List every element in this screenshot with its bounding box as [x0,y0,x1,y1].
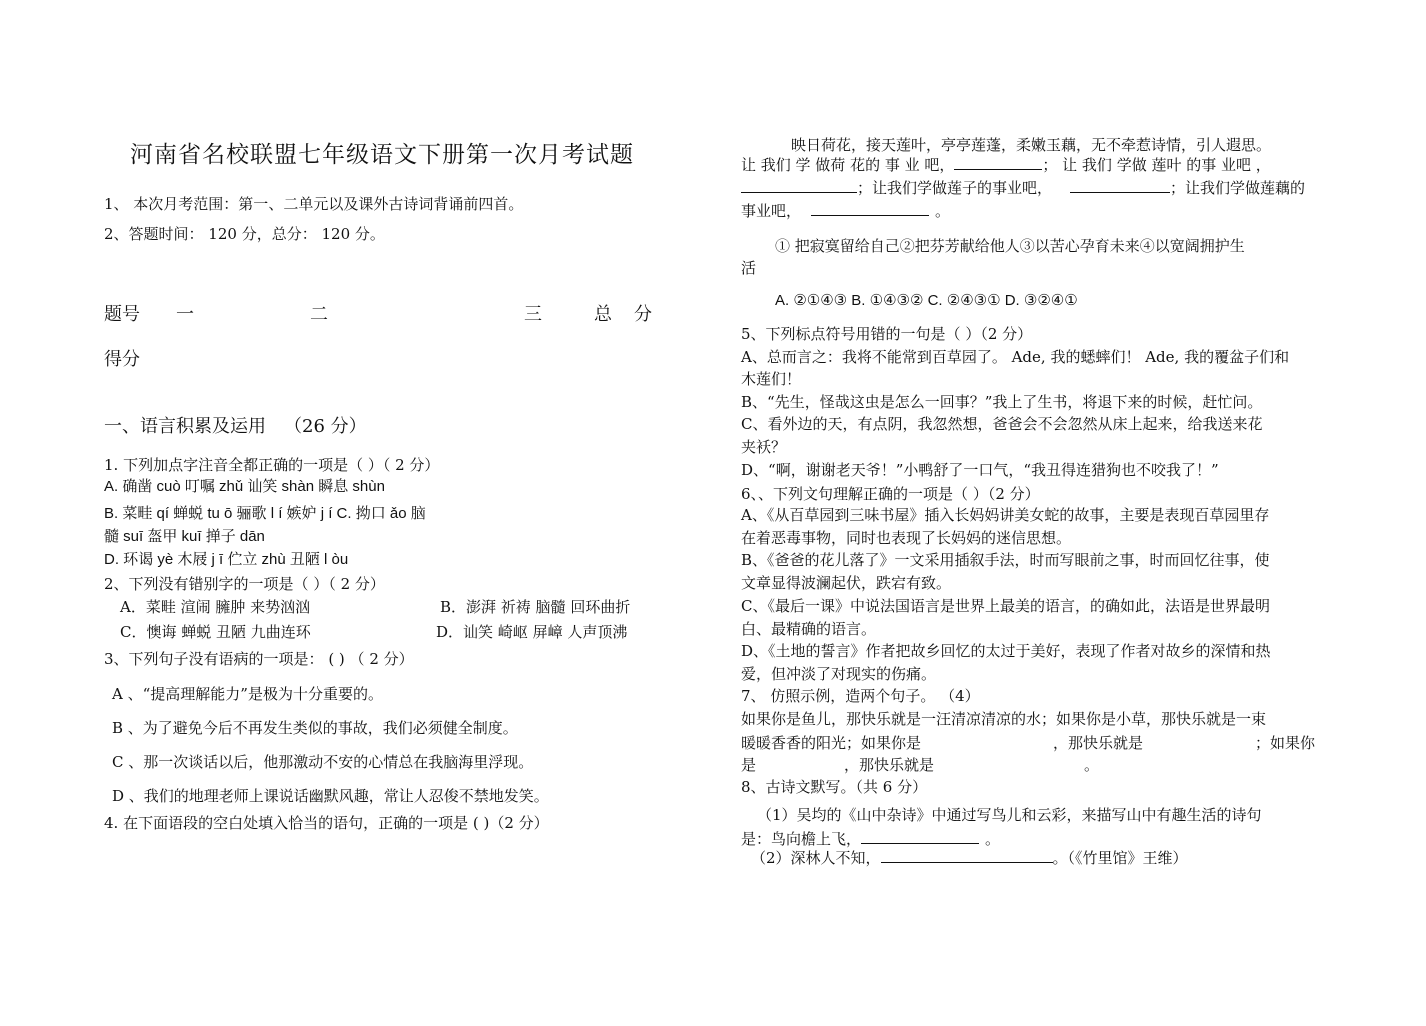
q5-option-c-cont: 夹袄？ [741,438,787,456]
answer-blank[interactable] [811,201,929,216]
score-header-label: 题号 [104,304,140,325]
q1-option-d: D. 环谒 yè 木屐 j ī 伫立 zhù 丑陋 l òu [104,551,349,568]
q3-option-a: A 、“提高理解能力”是极为十分重要的。 [112,685,383,703]
q7-line-3: 是 ，那快乐就是 。 [741,756,1100,774]
q7-stem: 7、 仿照示例，造两个句子。 （4） [741,687,980,705]
q1-option-b: B. 菜畦 qí 蝉蜕 tu ō 骊歌 l í 嫉妒 j í C. 拗口 ǎo 脑 [104,505,426,522]
q7-line-2: 暖暖香香的阳光；如果你是 ，那快乐就是 ；如果你 [741,734,1316,752]
q7-example: 如果你是鱼儿，那快乐就是一汪清凉清凉的水；如果你是小草，那快乐就是一束 [741,710,1267,728]
answer-blank[interactable] [741,178,857,193]
q5-option-c: C、看外边的天，有点阴，我忽然想，爸爸会不会忽然从床上起来，给我送来花 [741,415,1263,433]
q5-option-b: B、“先生，怪哉这虫是怎么一回事？”我上了生书，将退下来的时候，赶忙问。 [741,393,1263,411]
q6-option-a: A、《从百草园到三味书屋》插入长妈妈讲美女蛇的故事，主要是表现百草园里存 [741,506,1270,524]
q4-stem: 4. 在下面语段的空白处填入恰当的语句，正确的一项是 ( )（2 分） [104,814,549,832]
q4-passage-3: ；让我们学做莲子的事业吧， ；让我们学做莲藕的 [741,178,1305,198]
q4-options: A. ②①④③ B. ①④③② C. ②④③① D. ③②④① [775,292,1078,309]
exam-time: 2、答题时间： 120 分，总分： 120 分。 [104,225,385,243]
q8-item-1: （1）吴均的《山中杂诗》中通过写鸟儿和云彩，来描写山中有趣生活的诗句 [757,806,1262,824]
q4-choices: ① 把寂寞留给自己②把芬芳献给他人③以苦心孕育未来④以宽阔拥护生 [775,237,1245,255]
q6-option-b: B、《爸爸的花儿落了》一文采用插叙手法，时而写眼前之事，时而回忆往事，使 [741,551,1270,569]
q5-option-a-cont: 木莲们！ [741,370,802,388]
q6-option-d-cont: 爱，但冲淡了对现实的伤痛。 [741,665,937,683]
q2-option-d: D．讪笑 崎岖 屏嶂 人声顶沸 [436,623,628,641]
q5-option-d: D、“啊，谢谢老天爷！”小鸭舒了一口气，“我丑得连猎狗也不咬我了！” [741,461,1219,479]
q6-option-d: D、《土地的誓言》作者把故乡回忆的太过于美好，表现了作者对故乡的深情和热 [741,642,1271,660]
answer-blank[interactable] [1070,178,1170,193]
q3-stem: 3、下列句子没有语病的一项是： ( ) （ 2 分） [104,650,414,668]
q1-option-a: A. 确凿 cuò 叮嘱 zhǔ 讪笑 shàn 瞬息 shùn [104,478,385,495]
score-header-total-1: 总 [594,304,612,325]
q1-option-b-cont: 髓 suī 盔甲 kuī 掸子 dān [104,528,265,545]
q1-stem: 1. 下列加点字注音全都正确的一项是（ ）（ 2 分） [104,456,440,474]
q2-option-b: B．澎湃 祈祷 脑髓 回环曲折 [440,598,631,616]
answer-blank[interactable] [954,155,1042,170]
score-header-2: 二 [310,304,328,325]
q3-option-d: D 、我们的地理老师上课说话幽默风趣，常让人忍俊不禁地发笑。 [112,787,549,805]
q5-stem: 5、下列标点符号用错的一句是（ ）（2 分） [741,325,1033,343]
q2-stem: 2、下列没有错别字的一项是（ ）（ 2 分） [104,575,385,593]
q8-stem: 8、古诗文默写。（共 6 分） [741,778,928,796]
score-header-3: 三 [524,304,542,325]
q6-option-c: C、《最后一课》中说法国语言是世界上最美的语言，的确如此，法语是世界最明 [741,597,1270,615]
answer-blank[interactable] [881,848,1053,863]
score-header-total-2: 分 [634,304,652,325]
q6-stem: 6、、下列文句理解正确的一项是（ ）（2 分） [741,485,1040,503]
q3-option-b: B 、为了避免今后不再发生类似的事故，我们必须健全制度。 [112,719,518,737]
q2-option-a: A．菜畦 渲闹 臃肿 来势汹汹 [120,598,311,616]
q5-option-a: A、总而言之：我将不能常到百草园了。 Ade, 我的蟋蟀们！ Ade, 我的覆盆子们和 [741,348,1290,366]
exam-scope: 1、 本次月考范围：第一、二单元以及课外古诗词背诵前四首。 [104,195,524,213]
section-heading: 一、语言积累及运用 （26 分） [104,416,367,437]
q6-option-b-cont: 文章显得波澜起伏，跌宕有致。 [741,574,952,592]
q8-item-1-cont: 是：鸟向檐上飞， 。 [741,830,1001,848]
q4-choices-cont: 活 [741,259,757,277]
q4-passage-1: 映日荷花，接天莲叶，亭亭莲蓬，柔嫩玉藕，无不牵惹诗情，引人遐思。 [791,136,1272,154]
q3-option-c: C 、那一次谈话以后，他那激动不安的心情总在我脑海里浮现。 [112,753,534,771]
q2-option-c: C．懊诲 蝉蜕 丑陋 九曲连环 [120,623,311,641]
score-row-label: 得分 [104,349,140,370]
answer-blank[interactable] [861,829,979,844]
q8-item-2: （2）深林人不知， 。（《竹里馆》王维） [751,849,1188,867]
q4-passage-4: 事业吧， 。 [741,202,951,220]
q6-option-c-cont: 白、最精确的语言。 [741,620,877,638]
page-title: 河南省名校联盟七年级语文下册第一次月考试题 [130,142,634,168]
score-header-1: 一 [176,304,194,325]
q6-option-a-cont: 在着恶毒事物，同时也表现了长妈妈的迷信思想。 [741,529,1072,547]
q4-passage-2: 让 我们 学 做荷 花的 事 业 吧， ； 让 我们 学做 莲叶 的事 业吧 ， [741,156,1271,174]
